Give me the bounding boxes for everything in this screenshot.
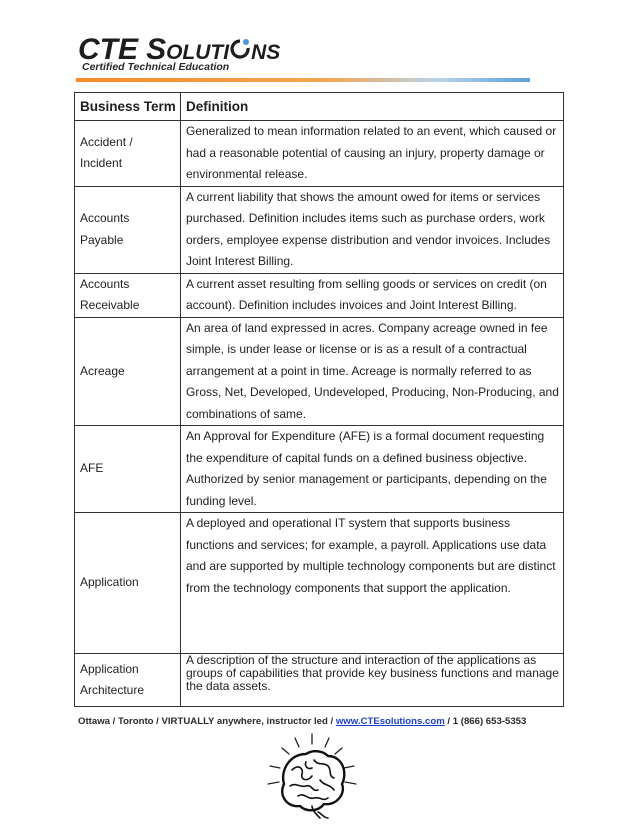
table-row	[75, 426, 564, 513]
table-row	[75, 654, 564, 707]
term-cell: Accident / Incident	[75, 121, 181, 187]
logo-o-swoosh-icon	[230, 38, 250, 60]
term-cell: Application Architecture	[75, 654, 181, 707]
header-divider	[76, 78, 530, 82]
logo-cte-text: CTE	[78, 33, 138, 66]
logo-oluti-text: OLUTI	[166, 41, 230, 64]
footer-contact	[78, 716, 526, 727]
term-cell: Acreage	[75, 317, 181, 426]
column-header-definition: Definition	[181, 93, 564, 121]
website-link[interactable]: www.CTEsolutions.com	[335, 716, 445, 727]
definition-cell: An Approval for Expenditure (AFE) is a formal document requesting the expenditure of capital funds on a defined business objective. Authorized by senior management or participants, depending on the funding level.	[181, 426, 564, 513]
term-cell: Application	[75, 513, 181, 654]
logo-tagline: Certified Technical Education	[82, 61, 230, 73]
footer-locations: Ottawa / Toronto / VIRTUALLY anywhere, instructor led /	[78, 716, 336, 727]
logo-s-text: S	[146, 33, 167, 66]
term-cell: Accounts Receivable	[75, 273, 181, 317]
term-cell: AFE	[75, 426, 181, 513]
brain-icon	[262, 730, 362, 822]
definition-cell: Generalized to mean information related to an event, which caused or had a reasonable potential of causing an injury, property damage or environmental release.	[181, 121, 564, 187]
table-row	[75, 317, 564, 426]
table-row	[75, 273, 564, 317]
definition-cell: A current asset resulting from selling goods or services on credit (on account). Definition includes invoices and Joint Interest Billing.	[181, 273, 564, 317]
column-header-term: Business Term	[75, 93, 181, 121]
definition-cell: An area of land expressed in acres. Company acreage owned in fee simple, is under lease or license or is as a result of a contractual arrangement at a point in time. Acreage is normally referred to as Gross, Net, Developed, Undeveloped, Producing, Non-Producing, and combinations of same.	[181, 317, 564, 426]
business-terms-table	[74, 92, 564, 707]
definition-cell: A description of the structure and interaction of the applications as groups of capabilities that provide key business functions and manage the data assets.	[181, 654, 564, 707]
logo-ns-text: NS	[251, 41, 281, 64]
definition-cell: A current liability that shows the amount owed for items or services purchased. Definition includes items such as purchase orders, work orders, employee expense distribution and vendor invoices. Includes Joint Interest Billing.	[181, 186, 564, 273]
definition-cell: A deployed and operational IT system that supports business functions and services; for example, a payroll. Applications use data and are supported by multiple technology components but are distinct from the technology components that support the application.	[181, 513, 564, 654]
footer-phone: / 1 (866) 653-5353	[444, 716, 527, 727]
term-cell: Accounts Payable	[75, 186, 181, 273]
table-row	[75, 121, 564, 187]
table-header-row	[75, 93, 564, 121]
table-row	[75, 186, 564, 273]
table-row	[75, 513, 564, 654]
